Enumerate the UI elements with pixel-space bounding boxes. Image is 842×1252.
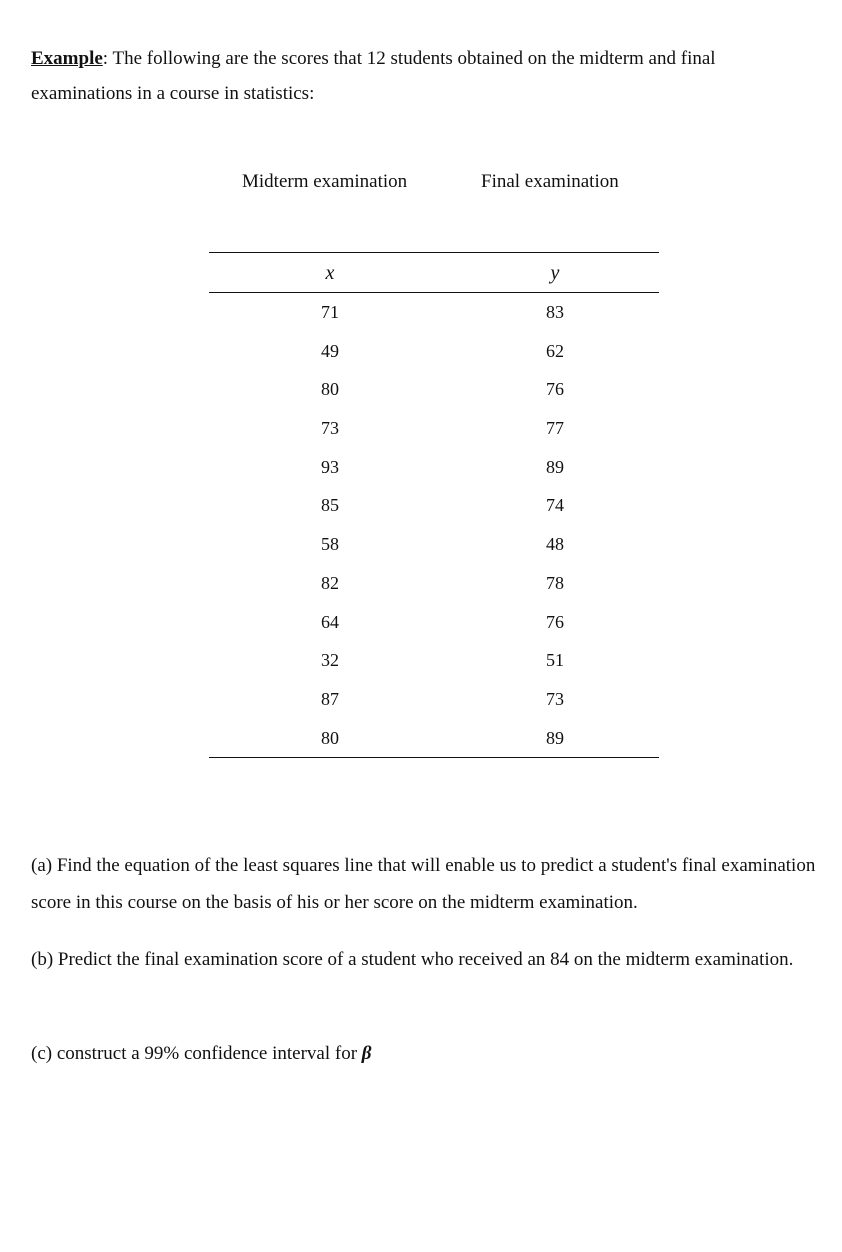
table-bottom-rule	[209, 757, 659, 758]
table-row	[209, 610, 659, 649]
final-score: 89	[546, 727, 564, 748]
final-header: Final examination	[481, 171, 619, 192]
final-score: 76	[546, 379, 564, 400]
table-row	[209, 532, 659, 571]
question-b: (b) Predict the final examination score of a student who received an 84 on the midterm examination.	[31, 949, 794, 970]
final-score: 78	[546, 572, 564, 593]
midterm-score: 32	[321, 650, 339, 671]
question-c-text: (c) construct a 99% confidence interval for	[31, 1043, 362, 1064]
question-a: (a) Find the equation of the least squares line that will enable us to predict a student's final examination score in this course on the basis of his or her score on the midterm examination.	[31, 855, 816, 913]
final-score: 73	[546, 688, 564, 709]
final-score: 83	[546, 302, 564, 322]
x-symbol: x	[325, 262, 335, 284]
midterm-score: 64	[321, 611, 339, 632]
table-row	[209, 339, 659, 378]
table-row	[209, 648, 659, 687]
table-top-rule	[209, 252, 659, 253]
table-row	[209, 493, 659, 532]
midterm-score: 82	[321, 572, 339, 593]
final-score: 89	[546, 456, 564, 477]
example-label: Example	[31, 48, 103, 69]
scores-table	[209, 300, 659, 764]
midterm-score: 87	[321, 688, 339, 709]
final-score: 48	[546, 534, 564, 555]
midterm-header: Midterm examination	[242, 171, 408, 192]
final-score: 74	[546, 495, 564, 516]
table-row	[209, 300, 659, 339]
midterm-score: 73	[321, 418, 339, 439]
final-score: 51	[546, 650, 564, 671]
table-row	[209, 416, 659, 455]
midterm-score: 93	[321, 456, 339, 477]
beta-symbol: β	[361, 1043, 372, 1064]
midterm-score: 71	[321, 302, 339, 322]
final-score: 62	[546, 340, 564, 361]
final-score: 77	[546, 418, 564, 439]
y-symbol: y	[550, 262, 560, 284]
table-row	[209, 687, 659, 726]
intro-paragraph	[31, 41, 821, 111]
question-c	[31, 1035, 821, 1072]
table-row	[209, 377, 659, 416]
table-row	[209, 455, 659, 494]
midterm-score: 80	[321, 379, 339, 400]
midterm-score: 80	[321, 727, 339, 748]
table-row	[209, 571, 659, 610]
table-row	[209, 726, 659, 765]
final-score: 76	[546, 611, 564, 632]
midterm-score: 58	[321, 534, 339, 555]
midterm-score: 85	[321, 495, 339, 516]
intro-text: : The following are the scores that 12 students obtained on the midterm and final examinations in a course in statistics:	[31, 48, 716, 104]
midterm-score: 49	[321, 340, 339, 361]
table-header-rule	[209, 292, 659, 293]
